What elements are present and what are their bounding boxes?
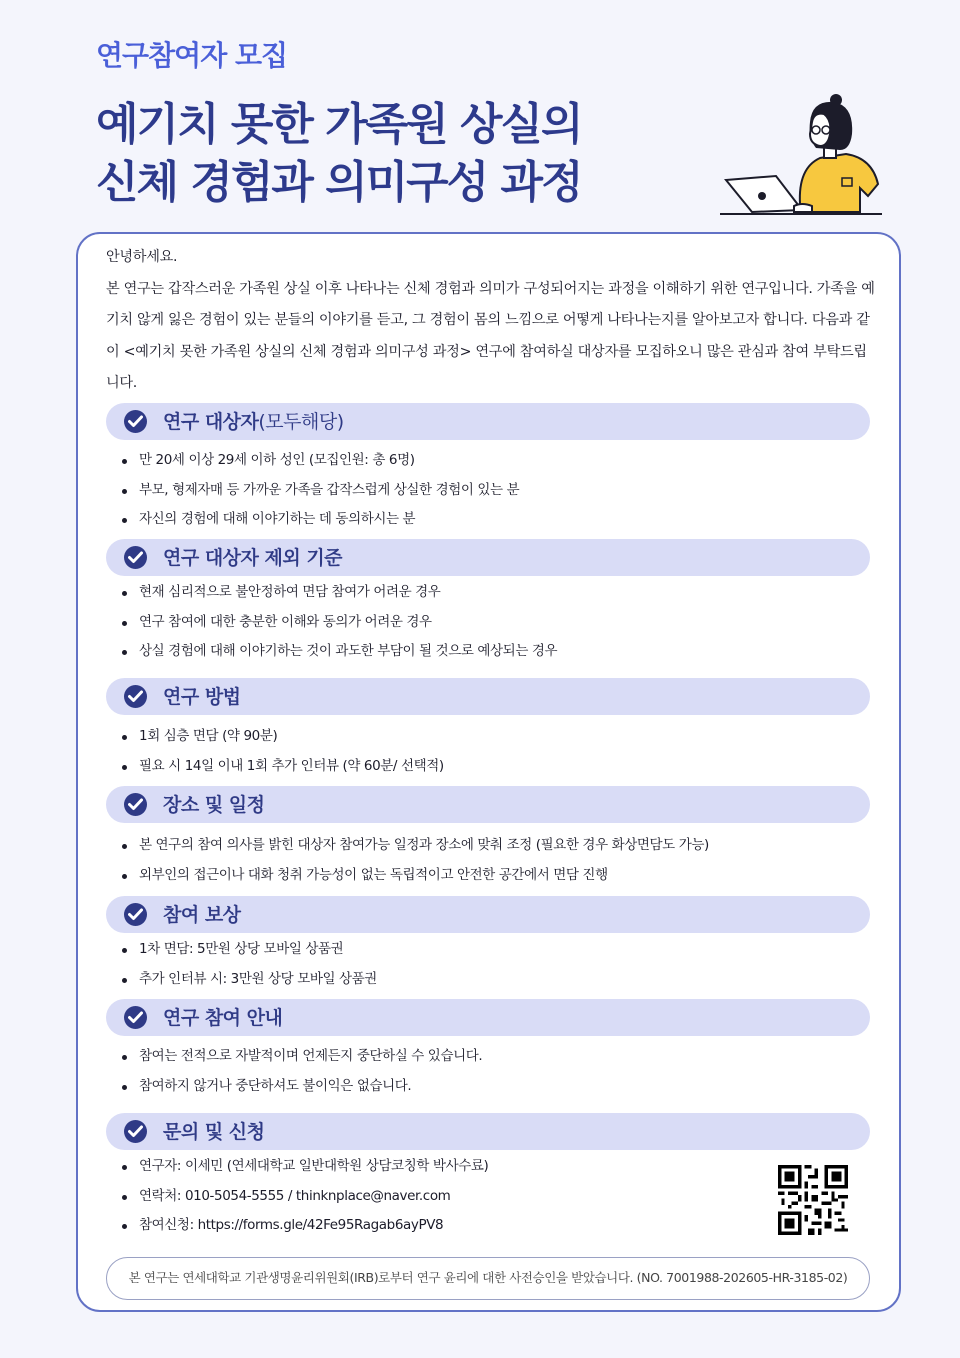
check-circle-icon bbox=[124, 793, 147, 816]
list-contact bbox=[120, 1152, 488, 1241]
list-item[interactable]: 연락처: 010-5054-5555 / thinknplace@naver.com bbox=[120, 1182, 488, 1212]
intro-text bbox=[106, 242, 876, 400]
list-item: 참여는 전적으로 자발적이며 언제든지 중단하실 수 있습니다. bbox=[120, 1042, 482, 1072]
list-schedule bbox=[120, 831, 709, 890]
list-item: 연구자: 이세민 (연세대학교 일반대학원 상담코칭학 박사수료) bbox=[120, 1152, 488, 1182]
section-title: 연구 방법 bbox=[163, 686, 241, 708]
section-bar-schedule bbox=[106, 786, 870, 823]
list-method bbox=[120, 722, 444, 781]
section-bar-contact bbox=[106, 1113, 870, 1150]
list-target bbox=[120, 446, 519, 535]
list-participation bbox=[120, 1042, 482, 1101]
section-bar-compensation bbox=[106, 896, 870, 933]
list-item: 필요 시 14일 이내 1회 추가 인터뷰 (약 60분/ 선택적) bbox=[120, 752, 444, 782]
list-item: 연구 참여에 대한 충분한 이해와 동의가 어려운 경우 bbox=[120, 608, 557, 638]
section-bar-exclusion bbox=[106, 539, 870, 576]
recruit-label: 연구참여자 모집 bbox=[96, 39, 288, 72]
check-circle-icon bbox=[124, 685, 147, 708]
list-item: 1차 면담: 5만원 상당 모바일 상품권 bbox=[120, 935, 377, 965]
section-title: 연구 대상자(모두해당) bbox=[163, 411, 344, 433]
title-line-1: 예기치 못한 가족원 상실의 bbox=[96, 99, 582, 150]
check-circle-icon bbox=[124, 410, 147, 433]
list-item: 본 연구의 참여 의사를 밝힌 대상자 참여가능 일정과 장소에 맞춰 조정 (필요한 경우 화상면담도 가능) bbox=[120, 831, 709, 861]
list-item: 자신의 경험에 대해 이야기하는 데 동의하시는 분 bbox=[120, 505, 519, 535]
list-item: 외부인의 접근이나 대화 청취 가능성이 없는 독립적이고 안전한 공간에서 면담 진행 bbox=[120, 861, 709, 891]
intro-body: 본 연구는 갑작스러운 가족원 상실 이후 나타나는 신체 경험과 의미가 구성되어지는 과정을 이해하기 위한 연구입니다. 가족을 예기치 않게 잃은 경험이 있는 분들의 이야기를 듣고, 그 경험이 몸의 느낌으로 어떻게 나타나는지를 알아보고자 합니다. 다음과 같이 <예기치 못한 가족원 상실의 신체 경험과 의미구성 과정> 연구에 참여하실 대상자를 모집하오니 많은 관심과 참여 부탁드립니다. bbox=[106, 280, 875, 391]
section-bar-participation bbox=[106, 999, 870, 1036]
section-bar-target bbox=[106, 403, 870, 440]
section-title: 연구 참여 안내 bbox=[163, 1007, 283, 1029]
list-item: 상실 경험에 대해 이야기하는 것이 과도한 부담이 될 것으로 예상되는 경우 bbox=[120, 637, 557, 667]
list-compensation bbox=[120, 935, 377, 994]
list-item[interactable]: 참여신청: https://forms.gle/42Fe95Ragab6ayPV8 bbox=[120, 1211, 488, 1241]
list-item: 부모, 형제자매 등 가까운 가족을 갑작스럽게 상실한 경험이 있는 분 bbox=[120, 476, 519, 506]
intro-greeting: 안녕하세요. bbox=[106, 249, 178, 265]
list-item: 현재 심리적으로 불안정하여 면담 참여가 어려운 경우 bbox=[120, 578, 557, 608]
qr-code[interactable] bbox=[778, 1165, 848, 1235]
check-circle-icon bbox=[124, 903, 147, 926]
check-circle-icon bbox=[124, 1006, 147, 1029]
list-exclusion bbox=[120, 578, 557, 667]
list-item: 만 20세 이상 29세 이하 성인 (모집인원: 총 6명) bbox=[120, 446, 519, 476]
list-item: 1회 심층 면담 (약 90분) bbox=[120, 722, 444, 752]
irb-notice: 본 연구는 연세대학교 기관생명윤리위원회(IRB)로부터 연구 윤리에 대한 사전승인을 받았습니다. (NO. 7001988-202605-HR-3185-02) bbox=[106, 1257, 870, 1300]
woman-laptop-illustration bbox=[720, 92, 885, 220]
list-item: 추가 인터뷰 시: 3만원 상당 모바일 상품권 bbox=[120, 965, 377, 995]
check-circle-icon bbox=[124, 546, 147, 569]
check-circle-icon bbox=[124, 1120, 147, 1143]
main-title bbox=[96, 96, 582, 212]
section-title: 문의 및 신청 bbox=[163, 1121, 265, 1143]
section-title: 장소 및 일정 bbox=[163, 794, 265, 816]
list-item: 참여하지 않거나 중단하셔도 불이익은 없습니다. bbox=[120, 1072, 482, 1102]
title-line-2: 신체 경험과 의미구성 과정 bbox=[96, 157, 582, 208]
section-bar-method bbox=[106, 678, 870, 715]
section-title: 연구 대상자 제외 기준 bbox=[163, 547, 343, 569]
section-title: 참여 보상 bbox=[163, 904, 241, 926]
